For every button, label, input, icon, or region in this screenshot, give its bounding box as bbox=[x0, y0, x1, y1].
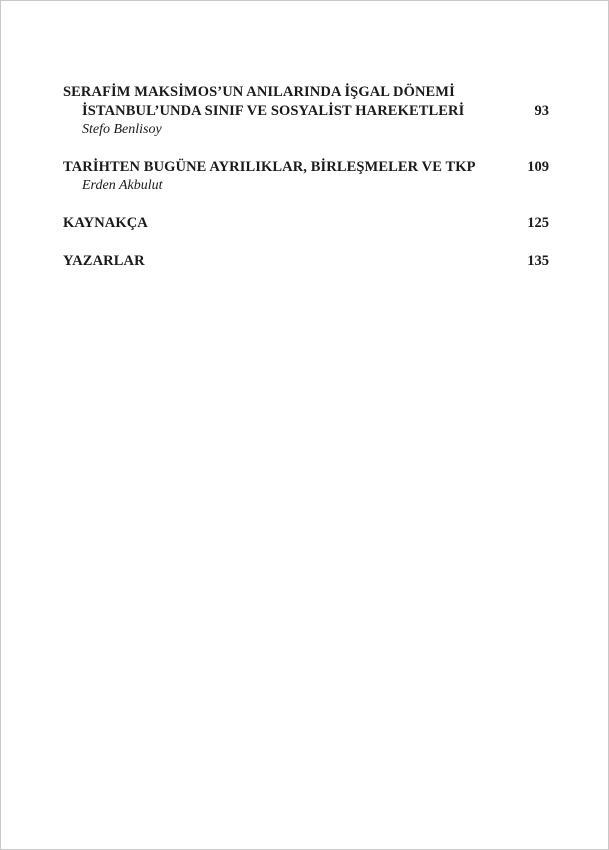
table-of-contents bbox=[63, 83, 549, 290]
toc-entry-page-number: 109 bbox=[527, 159, 549, 175]
toc-entry-title-line-1: TARİHTEN BUGÜNE AYRILIKLAR, BİRLEŞMELER VE TKP bbox=[63, 159, 476, 175]
toc-entry-tkp[interactable] bbox=[63, 158, 549, 195]
toc-entry-kaynakca[interactable] bbox=[63, 214, 549, 233]
toc-entry-title-line-1: YAZARLAR bbox=[63, 253, 145, 269]
toc-entry-maksimos[interactable] bbox=[63, 83, 549, 139]
toc-entry-page-number: 125 bbox=[527, 215, 549, 231]
toc-entry-page-number: 93 bbox=[534, 103, 549, 119]
toc-entry-author: Stefo Benlisoy bbox=[82, 122, 162, 137]
toc-entry-title-line-1: KAYNAKÇA bbox=[63, 215, 148, 231]
toc-entry-author: Erden Akbulut bbox=[82, 178, 163, 193]
toc-entry-page-number: 135 bbox=[527, 253, 549, 269]
toc-entry-title-line-1: SERAFİM MAKSİMOS’UN ANILARINDA İŞGAL DÖNEMİ bbox=[63, 84, 455, 100]
toc-entry-yazarlar[interactable] bbox=[63, 252, 549, 271]
toc-entry-title-line-2: İSTANBUL’UNDA SINIF VE SOSYALİST HAREKETLERİ bbox=[82, 103, 465, 119]
